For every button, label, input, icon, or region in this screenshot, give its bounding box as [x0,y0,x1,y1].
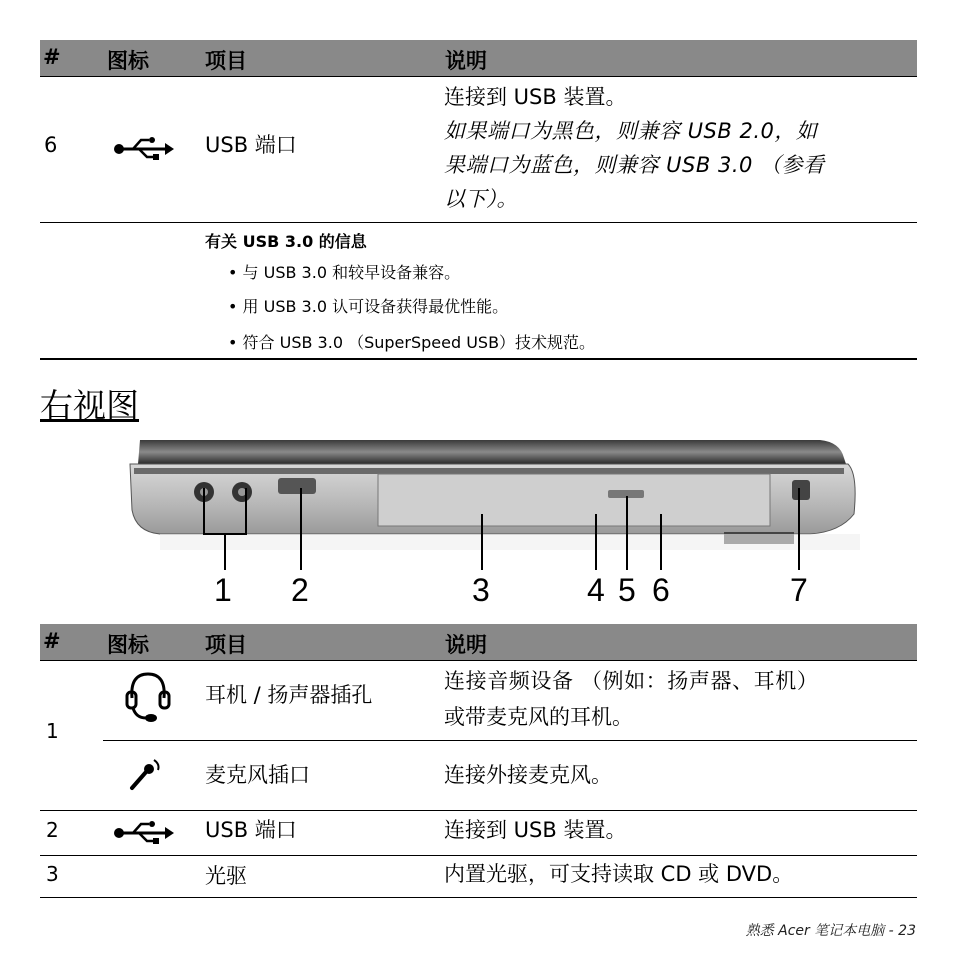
header-icon: 图标 [107,633,149,657]
divider [40,660,917,661]
list-item: • 符合 USB 3.0 （SuperSpeed USB）技术规范。 [228,333,596,352]
divider [40,855,917,856]
row-num: 6 [44,133,58,157]
row-item: 麦克风插口 [205,763,310,787]
row-desc-line1: 连接到 USB 装置。 [444,818,627,842]
header-desc: 说明 [445,633,487,657]
callout-6: 6 [652,572,670,608]
divider [103,740,917,741]
row-desc-line1: 连接外接麦克风。 [444,763,612,787]
callout-5: 5 [618,572,636,608]
divider [40,897,917,898]
bullet-text: 用 USB 3.0 认可设备获得最优性能。 [242,297,509,316]
header-num: # [43,629,61,653]
row-num: 2 [46,818,59,842]
row-num: 1 [46,719,59,743]
usb-icon [113,820,175,844]
row-item: USB 端口 [205,818,297,842]
list-item: • 与 USB 3.0 和较早设备兼容。 [228,263,461,282]
bullet-text: 与 USB 3.0 和较早设备兼容。 [242,263,461,282]
divider [40,76,917,77]
bullet-text: 符合 USB 3.0 （SuperSpeed USB）技术规范。 [242,333,596,352]
headset-icon [124,668,172,726]
row-desc-line2: 或带麦克风的耳机。 [444,705,633,729]
table-header [40,624,917,660]
info-heading: 有关 USB 3.0 的信息 [205,232,367,251]
row-desc-line3: 果端口为蓝色，则兼容 USB 3.0 （参看 [444,153,825,177]
callout-lines [195,478,815,578]
header-num: # [43,45,61,69]
divider [40,358,917,360]
callout-2: 2 [291,572,309,608]
list-item: • 用 USB 3.0 认可设备获得最优性能。 [228,297,509,316]
callout-1: 1 [214,572,232,608]
row-item: USB 端口 [205,133,297,157]
row-desc-line1: 连接音频设备 （例如：扬声器、耳机） [444,669,819,693]
row-item: 耳机 / 扬声器插孔 [205,683,373,707]
row-item: 光驱 [205,864,247,888]
page-footer: 熟悉 Acer 笔记本电脑 - 23 [745,923,916,939]
row-desc-line4: 以下）。 [444,187,518,211]
row-desc-line1: 连接到 USB 装置。 [444,85,627,109]
callout-3: 3 [472,572,490,608]
header-desc: 说明 [445,49,487,73]
callout-7: 7 [790,572,808,608]
section-title: 右视图 [40,386,139,425]
usb-icon [113,136,175,160]
row-desc-line2: 如果端口为黑色，则兼容 USB 2.0，如 [444,119,818,143]
header-icon: 图标 [107,49,149,73]
row-desc-line1: 内置光驱，可支持读取 CD 或 DVD。 [444,862,794,886]
header-item: 项目 [205,633,247,657]
divider [40,222,917,223]
header-item: 项目 [205,49,247,73]
microphone-icon [128,756,164,792]
row-num: 3 [46,862,59,886]
callout-4: 4 [587,572,605,608]
divider [40,810,917,811]
table-header [40,40,917,76]
